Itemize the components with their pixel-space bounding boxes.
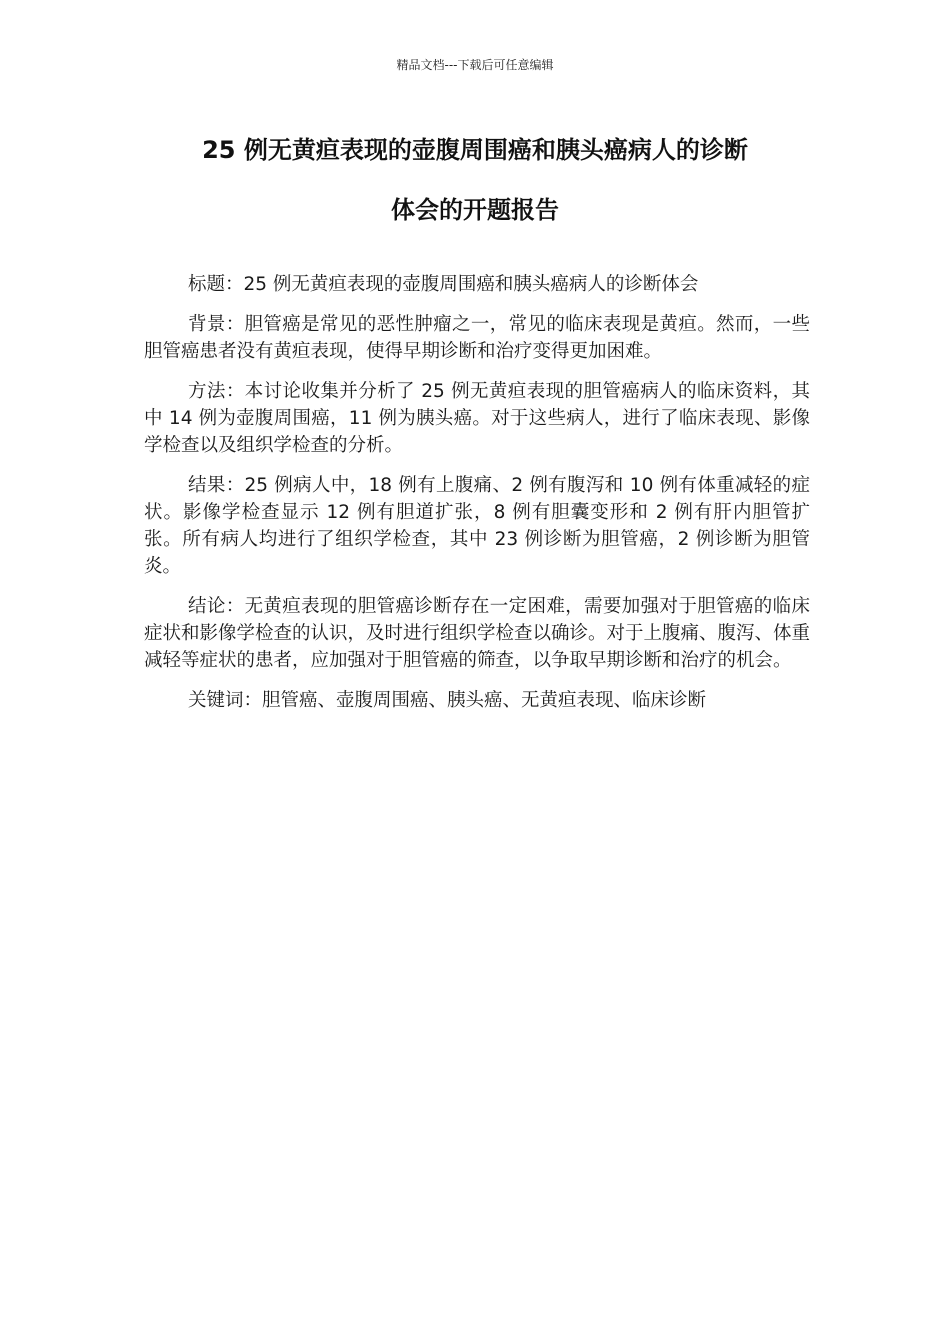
paragraph-methods: 方法：本讨论收集并分析了 25 例无黄疸表现的胆管癌病人的临床资料，其中 14 例为壶腹周围癌，11 例为胰头癌。对于这些病人，进行了临床表现、影像学检查以及组织学检查的分析。 <box>144 381 810 456</box>
paragraph-background: 背景：胆管癌是常见的恶性肿瘤之一，常见的临床表现是黄疸。然而，一些胆管癌患者没有黄疸表现，使得早期诊断和治疗变得更加困难。 <box>144 314 810 362</box>
document-title <box>120 135 830 225</box>
title-line-2: 体会的开题报告 <box>391 196 559 224</box>
header-note: 精品文档---下载后可任意编辑 <box>396 58 554 72</box>
paragraph-title: 标题：25 例无黄疸表现的壶腹周围癌和胰头癌病人的诊断体会 <box>188 274 699 295</box>
paragraph-keywords: 关键词：胆管癌、壶腹周围癌、胰头癌、无黄疸表现、临床诊断 <box>188 690 707 711</box>
document-body <box>144 271 810 727</box>
paragraph-conclusion: 结论：无黄疸表现的胆管癌诊断存在一定困难，需要加强对于胆管癌的临床症状和影像学检查的认识，及时进行组织学检查以确诊。对于上腹痛、腹泻、体重减轻等症状的患者，应加强对于胆管癌的筛查，以争取早期诊断和治疗的机会。 <box>144 596 811 671</box>
title-line-1: 25 例无黄疸表现的壶腹周围癌和胰头癌病人的诊断 <box>202 136 748 164</box>
paragraph-results: 结果：25 例病人中，18 例有上腹痛、2 例有腹泻和 10 例有体重减轻的症状。影像学检查显示 12 例有胆道扩张，8 例有胆囊变形和 2 例有肝内胆管扩张。所有病人均进行了组织学检查，其中 23 例诊断为胆管癌，2 例诊断为胆管炎。 <box>144 475 810 577</box>
